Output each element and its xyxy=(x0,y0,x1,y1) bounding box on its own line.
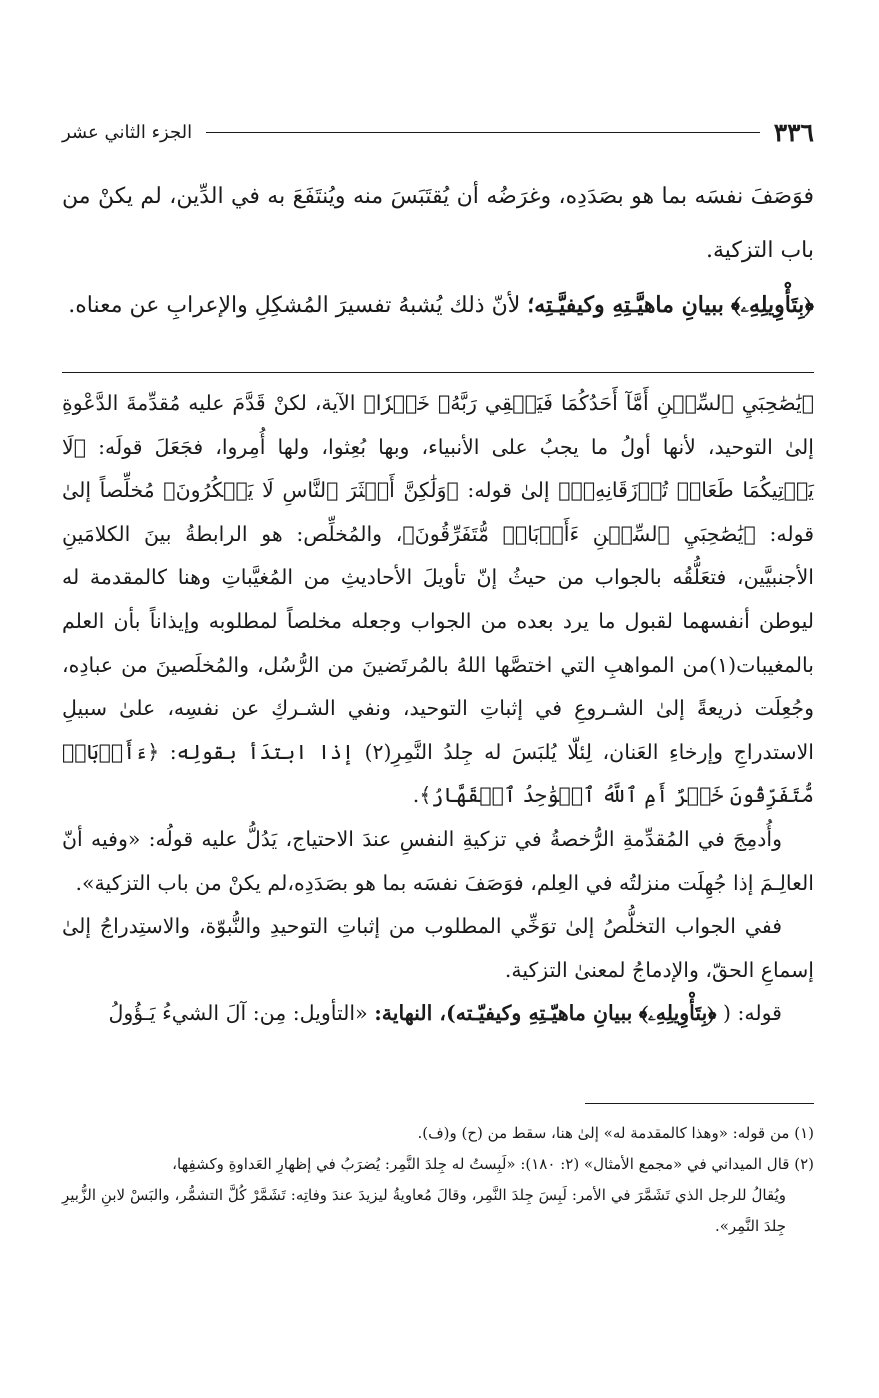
commentary-paragraph-3: ففي الجواب التخلُّصُ إلىٰ توَخِّي المطلوب من إثباتِ التوحيدِ والنُّبوّة، والاستِدراجُ إلىٰ إسماعِ الحقّ، والإدماجُ لمعنىٰ التزكية. xyxy=(62,914,814,982)
footnotes xyxy=(62,1118,814,1242)
footnote-2: (٢) قال الميداني في «مجمع الأمثال» (٢: ١٨٠): «لَبِستُ له جِلدَ النَّمِر: يُضرَبُ في إظهارِ العَداوةِ وكشفِها، xyxy=(172,1155,814,1173)
footnote-2-continuation: ويُقالُ للرجل الذي تَشَمَّرَ في الأمر: لَبِسَ جِلدَ النَّمِر، وقالَ مُعاويةُ ليزيدَ عندَ وفاتِه: تَشَمَّرْ كُلَّ التشمُّر، والبَسْ لابنِ الزُّبيرِ جِلدَ النَّمِر». xyxy=(62,1186,787,1235)
paragraph-text: لأنّ ذلك يُشبهُ تفسيرَ المُشكِلِ والإعرابِ عن معناه. xyxy=(68,293,521,318)
commentary-paragraph-4 xyxy=(62,992,814,1036)
commentary-paragraph-2: وأُدمِجَ في المُقدِّمةِ الرُّخصةُ في تزكيةِ النفسِ عندَ الاحتياج، يَدُلُّ عليه قولُه: «وفيه أنّ العالِـمَ إذا جُهِلَت منزلتُه في العِلم، فوَصَفَ نفسَه بما هو بصَدَدِه،لم يكنْ من باب التزكية». xyxy=(62,826,814,895)
quran-quote: ﴿بِتَأْوِيلِهِۦ﴾ xyxy=(638,1001,717,1026)
commentary-text xyxy=(62,382,814,1036)
main-paragraph-2 xyxy=(62,278,814,333)
bold-phrase: ببيانِ ماهيّـتِهِ وكيفيّـته)، النهاية: xyxy=(374,1001,633,1026)
quran-quote: ﴿بِتَأْوِيلِهِۦ﴾ xyxy=(730,292,814,318)
main-paragraph-1: فوَصَفَ نفسَه بما هو بصَدَدِه، وغرَضُه أن يُقتَبَسَ منه ويُنتَفَعَ به في الدِّين، لم يكنْ من باب التزكية. xyxy=(62,184,814,263)
header-rule xyxy=(206,132,760,133)
main-text xyxy=(62,170,814,333)
bold-phrase: ببيانِ ماهيَّـتِهِ وكيفيَّـتِه؛ xyxy=(527,292,724,318)
footnote-divider xyxy=(585,1103,814,1104)
paragraph-lead: قوله: ( xyxy=(722,1001,782,1026)
section-divider xyxy=(62,372,814,373)
footnote-1: (١) من قوله: «وهذا كالمقدمة له» إلىٰ هنا، سقط من (ح) و(ف). xyxy=(417,1124,814,1142)
page-number: ٣٣٦ xyxy=(773,117,814,147)
page-header xyxy=(62,112,814,152)
commentary-paragraph-1: ﴿يَٰصَٰحِبَيِ ٱلسِّجۡنِ أَمَّآ أَحَدُكُمَا فَيَسۡقِي رَبَّهُۥ خَمۡرٗا﴾ الآية، لكنْ قَدَّمَ عليه مُقدِّمةَ الدَّعْوةِ إلىٰ التوحيد، لأنها أولُ ما يجبُ على الأنبياء، وبها بُعِثوا، ولها أُمِروا، فجَعَلَ قولَه: ﴿لَا يَأۡتِيكُمَا طَعَامٞ تُرۡزَقَانِهِۦٓ﴾ إلىٰ قوله: ﴿وَلَٰكِنَّ أَكۡثَرَ ٱلنَّاسِ لَا يَشۡكُرُونَ﴾ مُخلِّصاً إلىٰ قوله: ﴿يَٰصَٰحِبَيِ ٱلسِّجۡنِ ءَأَرۡبَابٞ مُّتَفَرِّقُونَ﴾، والمُخلِّص: هو الرابطةُ بينَ الكلامَينِ الأجنبيَّين، فتعَلُّقُه بالجواب من حيثُ إنّ تأويلَ الأحاديثِ من المُغيَّباتِ وهنا كالمقدمة له ليوطن أنفسهما لقبول ما يرد بعده من الجواب وجعله مخلصاً لمطلوبه وإيذاناً بأن العلم بالمغيبات(١)من المواهبِ التي اختصَّها اللهُ بالمُرتَضينَ من الرُّسُل، والمُخلَصينَ من عبادِه، وجُعِلَت ذريعةً إلىٰ الشـروعِ في إثباتِ التوحيد، ونفي الشـركِ عن نفسِه، علىٰ سبيلِ الاستدراجِ وإرخاءِ العَنان، لِئلّا يُلبَسَ له جِلدُ النَّمِرِ(٢) إذا ابتدَأ بقولِه: ﴿ءَأَرۡبَابٞ مُّتَفَرِّقُونَ خَيۡرٌ أَمِ ٱللَّهُ ٱلۡوَٰحِدُ ٱلۡقَهَّارُ﴾. xyxy=(62,391,814,808)
paragraph-text: «التأويل: مِن: آلَ الشيءُ يَـؤُولُ xyxy=(108,1001,368,1026)
running-title: الجزء الثاني عشر xyxy=(62,121,193,143)
